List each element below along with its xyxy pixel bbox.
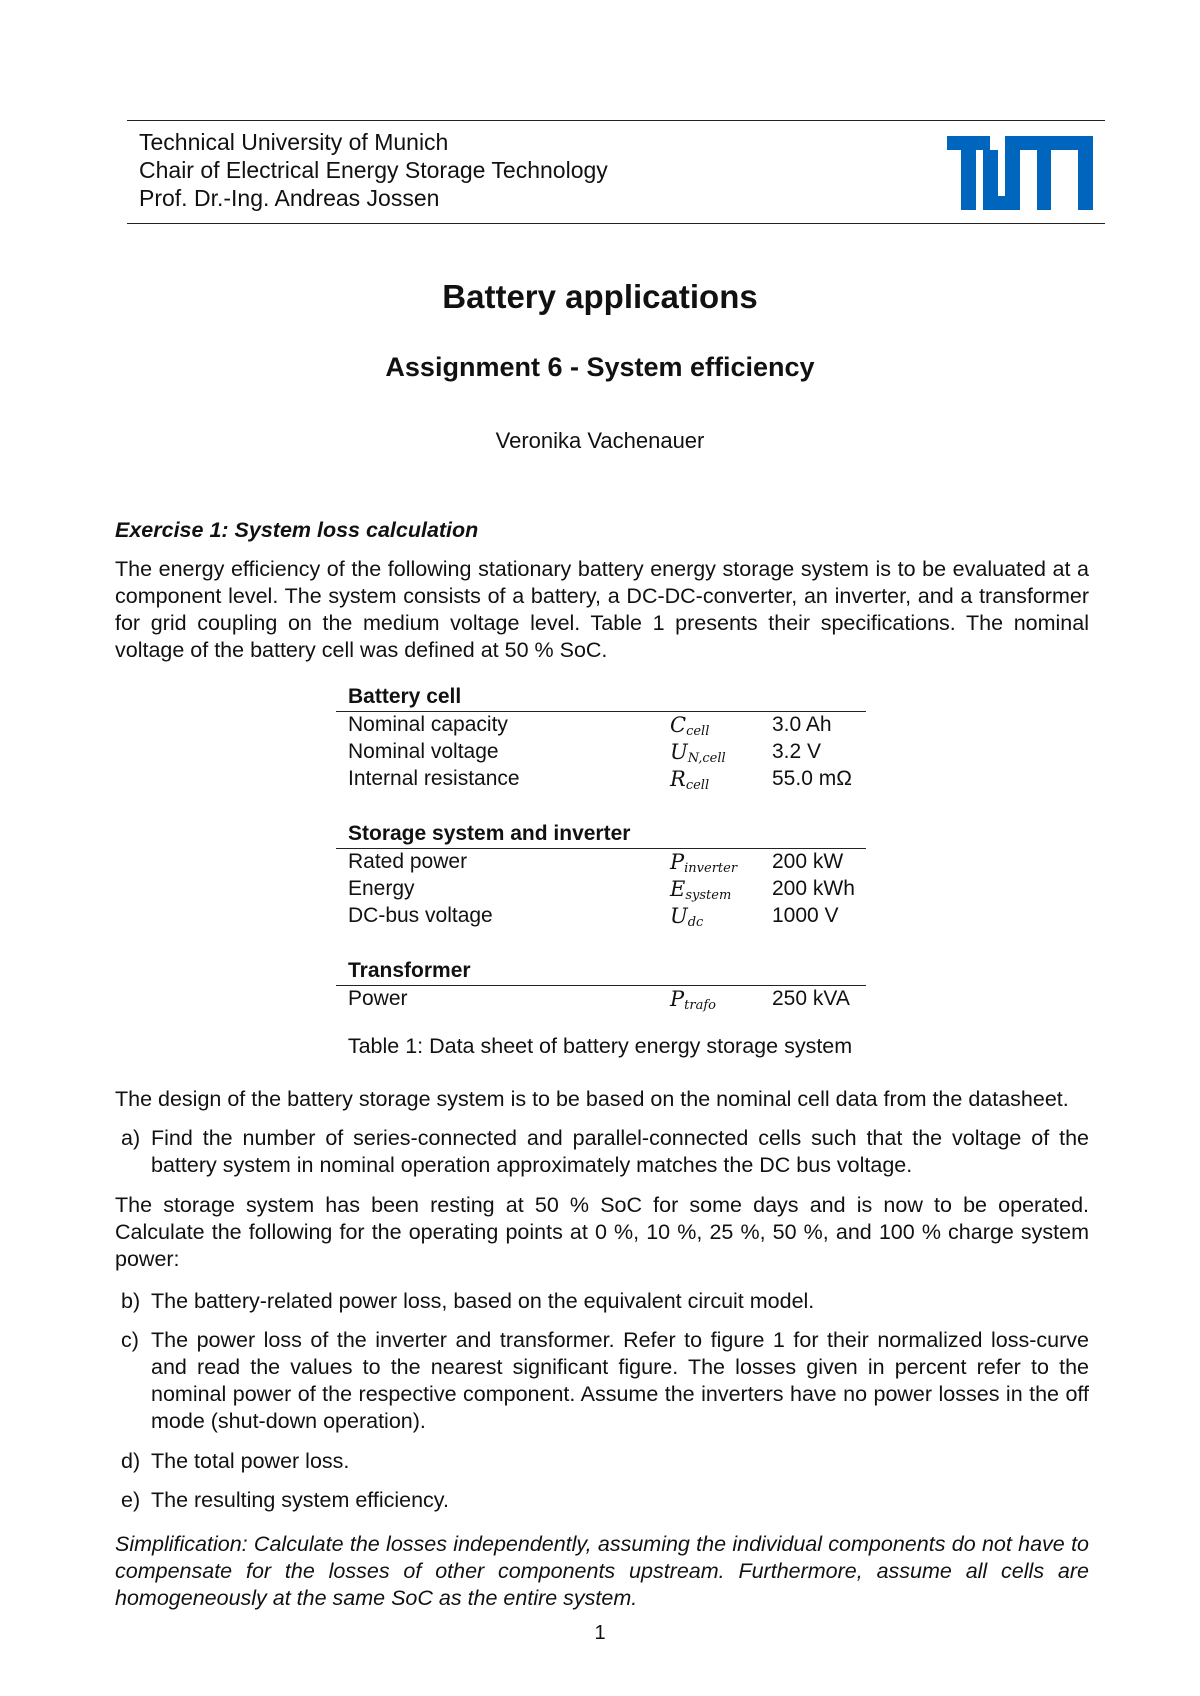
param-symbol: $U_{dc}$ xyxy=(670,904,704,930)
section-title: Transformer xyxy=(348,959,471,982)
assignment-subtitle: Assignment 6 - System efficiency xyxy=(385,352,815,382)
table-row xyxy=(336,986,866,1012)
table-caption: Table 1: Data sheet of battery energy storage system xyxy=(347,1034,853,1058)
list-marker: b) xyxy=(121,1289,141,1313)
data-sheet-table xyxy=(336,684,866,1014)
list-text: The power loss of the inverter and transformer. Refer to figure 1 for their normalized loss-curve and read the values to the nearest significant figure. The losses given in percent refer to the nominal power of the respective component. Assume the inverters have no power losses in the off mode (shut-down operation). xyxy=(151,1328,1089,1433)
table-row xyxy=(336,849,866,875)
param-symbol: $R_{cell}$ xyxy=(670,767,710,793)
header-chair: Chair of Electrical Energy Storage Technology xyxy=(139,157,608,183)
design-paragraph: The design of the battery storage system is to be based on the nominal cell data from the datasheet. xyxy=(115,1087,1069,1111)
list-item-e xyxy=(115,1487,1089,1514)
header-professor: Prof. Dr.-Ing. Andreas Jossen xyxy=(139,185,440,211)
param-name: Nominal voltage xyxy=(348,740,499,763)
intro-paragraph: The energy efficiency of the following stationary battery energy storage system is to be evaluated at a component level. The system consists of a battery, a DC-DC-converter, an inverter, and a transformer for grid coupling on the medium voltage level. Table 1 presents their specifications. The nominal voltage of the battery cell was defined at 50 % SoC. xyxy=(115,557,1089,662)
param-value: 3.2 V xyxy=(772,740,822,763)
list-text: The battery-related power loss, based on the equivalent circuit model. xyxy=(151,1289,815,1313)
param-name: Rated power xyxy=(348,850,468,873)
param-value: 200 kW xyxy=(772,850,844,873)
param-symbol: $C_{cell}$ xyxy=(670,713,710,739)
resting-paragraph: The storage system has been resting at 50 % SoC for some days and is now to be operated. Calculate the following for the operating points at 0 %, 10 %, 25 %, 50 %, and 100 % charge system power: xyxy=(115,1193,1089,1271)
param-name: Internal resistance xyxy=(348,767,520,790)
param-value: 1000 V xyxy=(772,904,839,927)
param-name: Power xyxy=(348,987,408,1010)
simplification-note: Simplification: Calculate the losses independently, assuming the individual components do not have to compensate for the losses of other components upstream. Furthermore, assume all cells are homogeneously at the same SoC as the entire system. xyxy=(115,1532,1089,1610)
param-value: 55.0 mΩ xyxy=(772,767,852,790)
table-row xyxy=(336,739,866,765)
page-number: 1 xyxy=(594,1622,606,1644)
param-value: 200 kWh xyxy=(772,877,855,900)
exercise-heading: Exercise 1: System loss calculation xyxy=(115,518,479,542)
list-text: The total power loss. xyxy=(151,1449,350,1473)
param-symbol: $E_{system}$ xyxy=(670,877,732,903)
header-bottom-rule xyxy=(127,223,1105,224)
list-text: The resulting system efficiency. xyxy=(151,1488,449,1512)
param-name: Energy xyxy=(348,877,415,900)
param-symbol: $U_{N,cell}$ xyxy=(670,740,726,766)
list-item-c xyxy=(115,1327,1089,1435)
document-title: Battery applications xyxy=(442,278,758,315)
param-symbol: $P_{trafo}$ xyxy=(670,987,716,1013)
param-value: 3.0 Ah xyxy=(772,713,832,736)
param-symbol: $P_{inverter}$ xyxy=(670,850,738,876)
list-marker: c) xyxy=(121,1328,139,1352)
section-title: Storage system and inverter xyxy=(348,822,631,845)
list-marker: a) xyxy=(121,1126,141,1150)
list-marker: d) xyxy=(121,1449,141,1473)
table-row xyxy=(336,903,866,929)
list-text: Find the number of series-connected and parallel-connected cells such that the voltage of the battery system in nominal operation approximately matches the DC bus voltage. xyxy=(151,1126,1089,1177)
param-value: 250 kVA xyxy=(772,987,850,1010)
param-name: Nominal capacity xyxy=(348,713,508,736)
param-name: DC-bus voltage xyxy=(348,904,493,927)
header-university: Technical University of Munich xyxy=(139,129,449,155)
header-top-rule xyxy=(127,120,1105,121)
list-item-b xyxy=(115,1288,1089,1315)
table-row xyxy=(336,876,866,902)
section-title: Battery cell xyxy=(348,685,462,708)
table-row xyxy=(336,766,866,792)
list-item-a xyxy=(115,1125,1089,1179)
author: Veronika Vachenauer xyxy=(495,428,705,453)
list-item-d xyxy=(115,1448,1089,1475)
tum-logo xyxy=(947,136,1093,210)
table-row xyxy=(336,712,866,738)
list-marker: e) xyxy=(121,1488,141,1512)
